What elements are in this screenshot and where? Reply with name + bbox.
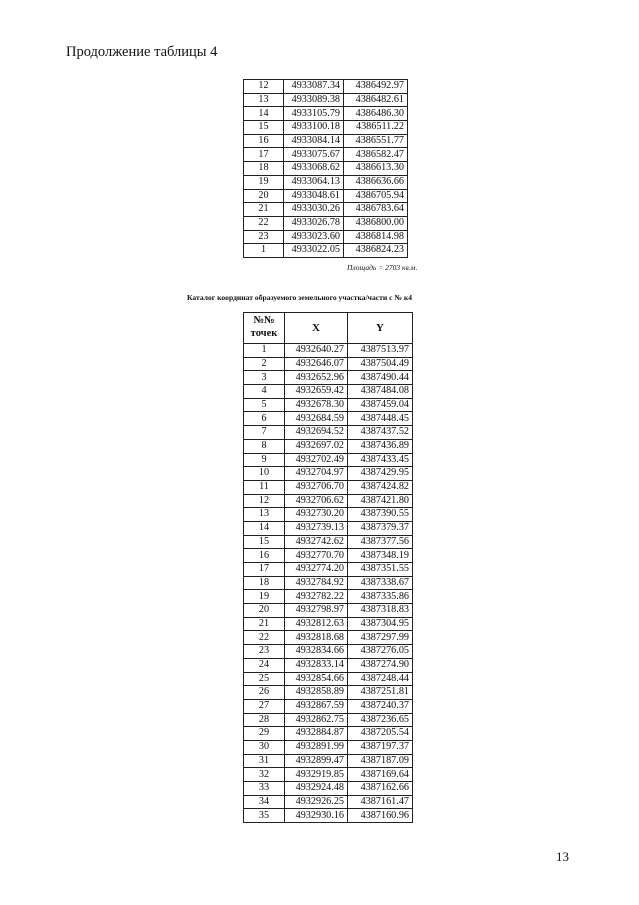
y-coordinate-cell: 4387205.54 [348, 727, 413, 741]
table-row [244, 371, 413, 385]
point-number-cell: 8 [244, 439, 285, 453]
y-coordinate-cell: 4387297.99 [348, 631, 413, 645]
area-note: Площадь = 2703 кв.м. [347, 263, 418, 272]
y-coordinate-cell: 4387351.55 [348, 563, 413, 577]
x-coordinate-cell: 4932697.02 [285, 439, 348, 453]
point-number-cell: 19 [244, 590, 285, 604]
x-coordinate-cell: 4932774.20 [285, 563, 348, 577]
point-number-cell: 30 [244, 740, 285, 754]
x-coordinate-cell: 4933023.60 [284, 230, 344, 244]
x-coordinate-cell: 4933048.61 [284, 189, 344, 203]
point-number-cell: 32 [244, 768, 285, 782]
y-coordinate-cell: 4387251.81 [348, 686, 413, 700]
table-row [244, 713, 413, 727]
point-number-cell: 21 [244, 617, 285, 631]
y-coordinate-cell: 4387197.37 [348, 740, 413, 754]
catalog-table-header [244, 313, 413, 344]
y-coordinate-cell: 4386482.61 [344, 93, 408, 107]
x-coordinate-cell: 4932798.97 [285, 604, 348, 618]
point-number-cell: 16 [244, 134, 284, 148]
x-coordinate-cell: 4933026.78 [284, 216, 344, 230]
x-coordinate-cell: 4933075.67 [284, 148, 344, 162]
y-coordinate-cell: 4387437.52 [348, 426, 413, 440]
table-row [244, 162, 408, 176]
point-number-cell: 16 [244, 549, 285, 563]
point-number-cell: 15 [244, 121, 284, 135]
table-row [244, 426, 413, 440]
point-number-cell: 13 [244, 93, 284, 107]
y-coordinate-cell: 4387236.65 [348, 713, 413, 727]
table-row [244, 768, 413, 782]
table-row [244, 604, 413, 618]
point-number-cell: 23 [244, 230, 284, 244]
table-row [244, 80, 408, 94]
coordinates-table-continued [243, 79, 408, 258]
table-row [244, 672, 413, 686]
point-number-cell: 4 [244, 385, 285, 399]
table-row [244, 590, 413, 604]
y-coordinate-cell: 4386492.97 [344, 80, 408, 94]
table-row [244, 645, 413, 659]
table-row [244, 658, 413, 672]
x-coordinate-cell: 4932858.89 [285, 686, 348, 700]
x-coordinate-cell: 4932867.59 [285, 699, 348, 713]
x-coordinate-cell: 4932818.68 [285, 631, 348, 645]
x-coordinate-cell: 4932784.92 [285, 576, 348, 590]
y-coordinate-cell: 4387304.95 [348, 617, 413, 631]
y-coordinate-cell: 4387513.97 [348, 344, 413, 358]
y-coordinate-cell: 4387421.80 [348, 494, 413, 508]
point-number-cell: 22 [244, 216, 284, 230]
point-number-cell: 19 [244, 175, 284, 189]
point-number-cell: 18 [244, 576, 285, 590]
table-row [244, 344, 413, 358]
y-coordinate-cell: 4386613.30 [344, 162, 408, 176]
table-row [244, 782, 413, 796]
y-coordinate-cell: 4387338.67 [348, 576, 413, 590]
x-coordinate-cell: 4932926.25 [285, 795, 348, 809]
y-coordinate-cell: 4387162.66 [348, 782, 413, 796]
x-coordinate-cell: 4932924.48 [285, 782, 348, 796]
header-point-number: №№ точек [244, 313, 285, 344]
table-row [244, 203, 408, 217]
x-coordinate-cell: 4932930.16 [285, 809, 348, 823]
x-coordinate-cell: 4933105.79 [284, 107, 344, 121]
y-coordinate-cell: 4386705.94 [344, 189, 408, 203]
y-coordinate-cell: 4387274.90 [348, 658, 413, 672]
point-number-cell: 14 [244, 521, 285, 535]
table-row [244, 357, 413, 371]
y-coordinate-cell: 4387248.44 [348, 672, 413, 686]
continuation-title: Продолжение таблицы 4 [66, 44, 218, 60]
table-row [244, 148, 408, 162]
y-coordinate-cell: 4387318.83 [348, 604, 413, 618]
table-row [244, 175, 408, 189]
x-coordinate-cell: 4932834.66 [285, 645, 348, 659]
y-coordinate-cell: 4386636.66 [344, 175, 408, 189]
point-number-cell: 14 [244, 107, 284, 121]
y-coordinate-cell: 4387490.44 [348, 371, 413, 385]
table-row [244, 563, 413, 577]
x-coordinate-cell: 4932884.87 [285, 727, 348, 741]
x-coordinate-cell: 4932782.22 [285, 590, 348, 604]
x-coordinate-cell: 4932678.30 [285, 398, 348, 412]
y-coordinate-cell: 4387429.95 [348, 467, 413, 481]
page-number: 13 [556, 849, 569, 864]
table-row [244, 398, 413, 412]
table-row [244, 521, 413, 535]
point-number-cell: 7 [244, 426, 285, 440]
point-number-cell: 17 [244, 563, 285, 577]
y-coordinate-cell: 4386814.98 [344, 230, 408, 244]
table-row [244, 494, 413, 508]
point-number-cell: 11 [244, 480, 285, 494]
point-number-cell: 20 [244, 604, 285, 618]
y-coordinate-cell: 4387240.37 [348, 699, 413, 713]
x-coordinate-cell: 4932659.42 [285, 385, 348, 399]
table-row [244, 617, 413, 631]
y-coordinate-cell: 4386824.23 [344, 244, 408, 258]
y-coordinate-cell: 4387504.49 [348, 357, 413, 371]
point-number-cell: 24 [244, 658, 285, 672]
table-row [244, 809, 413, 823]
table-row [244, 189, 408, 203]
x-coordinate-cell: 4933100.18 [284, 121, 344, 135]
point-number-cell: 9 [244, 453, 285, 467]
point-number-cell: 27 [244, 699, 285, 713]
x-coordinate-cell: 4932862.75 [285, 713, 348, 727]
table-row [244, 686, 413, 700]
point-number-cell: 13 [244, 508, 285, 522]
point-number-cell: 29 [244, 727, 285, 741]
table-row [244, 576, 413, 590]
x-coordinate-cell: 4932646.07 [285, 357, 348, 371]
y-coordinate-cell: 4387433.45 [348, 453, 413, 467]
table-row [244, 795, 413, 809]
point-number-cell: 22 [244, 631, 285, 645]
catalog-table-body [244, 344, 413, 823]
table-row [244, 453, 413, 467]
x-coordinate-cell: 4932652.96 [285, 371, 348, 385]
y-coordinate-cell: 4386783.64 [344, 203, 408, 217]
point-number-cell: 18 [244, 162, 284, 176]
x-coordinate-cell: 4932891.99 [285, 740, 348, 754]
y-coordinate-cell: 4386582.47 [344, 148, 408, 162]
point-number-cell: 1 [244, 344, 285, 358]
table-row [244, 439, 413, 453]
x-coordinate-cell: 4932706.62 [285, 494, 348, 508]
header-row [244, 313, 413, 344]
point-number-cell: 34 [244, 795, 285, 809]
x-coordinate-cell: 4932684.59 [285, 412, 348, 426]
x-coordinate-cell: 4932739.13 [285, 521, 348, 535]
y-coordinate-cell: 4387424.82 [348, 480, 413, 494]
table-row [244, 244, 408, 258]
x-coordinate-cell: 4933022.05 [284, 244, 344, 258]
y-coordinate-cell: 4387187.09 [348, 754, 413, 768]
y-coordinate-cell: 4386551.77 [344, 134, 408, 148]
coordinates-table-body [244, 80, 408, 258]
table-row [244, 631, 413, 645]
table-row [244, 535, 413, 549]
y-coordinate-cell: 4387379.37 [348, 521, 413, 535]
table-row [244, 385, 413, 399]
point-number-cell: 17 [244, 148, 284, 162]
x-coordinate-cell: 4932742.62 [285, 535, 348, 549]
point-number-cell: 3 [244, 371, 285, 385]
point-number-cell: 25 [244, 672, 285, 686]
y-coordinate-cell: 4387348.19 [348, 549, 413, 563]
y-coordinate-cell: 4387377.56 [348, 535, 413, 549]
table-row [244, 216, 408, 230]
y-coordinate-cell: 4387459.04 [348, 398, 413, 412]
point-number-cell: 33 [244, 782, 285, 796]
point-number-cell: 28 [244, 713, 285, 727]
table-row [244, 230, 408, 244]
table-row [244, 508, 413, 522]
x-coordinate-cell: 4932812.63 [285, 617, 348, 631]
point-number-cell: 2 [244, 357, 285, 371]
table-row [244, 754, 413, 768]
table-row [244, 467, 413, 481]
x-coordinate-cell: 4933068.62 [284, 162, 344, 176]
y-coordinate-cell: 4387390.55 [348, 508, 413, 522]
y-coordinate-cell: 4386511.22 [344, 121, 408, 135]
point-number-cell: 12 [244, 494, 285, 508]
y-coordinate-cell: 4387448.45 [348, 412, 413, 426]
point-number-cell: 23 [244, 645, 285, 659]
x-coordinate-cell: 4932730.20 [285, 508, 348, 522]
x-coordinate-cell: 4932706.70 [285, 480, 348, 494]
x-coordinate-cell: 4932833.14 [285, 658, 348, 672]
y-coordinate-cell: 4386486.30 [344, 107, 408, 121]
table-row [244, 480, 413, 494]
x-coordinate-cell: 4932899.47 [285, 754, 348, 768]
x-coordinate-cell: 4932702.49 [285, 453, 348, 467]
y-coordinate-cell: 4387484.08 [348, 385, 413, 399]
point-number-cell: 20 [244, 189, 284, 203]
x-coordinate-cell: 4933089.38 [284, 93, 344, 107]
table-row [244, 740, 413, 754]
table-row [244, 93, 408, 107]
catalog-title: Каталог координат образуемого земельного участка/части с № к4 [187, 293, 413, 302]
point-number-cell: 21 [244, 203, 284, 217]
table-row [244, 412, 413, 426]
y-coordinate-cell: 4386800.00 [344, 216, 408, 230]
table-row [244, 549, 413, 563]
point-number-cell: 5 [244, 398, 285, 412]
table-row [244, 121, 408, 135]
header-x: X [285, 313, 348, 344]
x-coordinate-cell: 4932694.52 [285, 426, 348, 440]
y-coordinate-cell: 4387169.64 [348, 768, 413, 782]
y-coordinate-cell: 4387276.05 [348, 645, 413, 659]
catalog-coordinates-table [243, 312, 413, 823]
point-number-cell: 1 [244, 244, 284, 258]
y-coordinate-cell: 4387160.96 [348, 809, 413, 823]
point-number-cell: 12 [244, 80, 284, 94]
y-coordinate-cell: 4387335.86 [348, 590, 413, 604]
y-coordinate-cell: 4387161.47 [348, 795, 413, 809]
x-coordinate-cell: 4932854.66 [285, 672, 348, 686]
x-coordinate-cell: 4933030.26 [284, 203, 344, 217]
point-number-cell: 10 [244, 467, 285, 481]
point-number-cell: 35 [244, 809, 285, 823]
table-row [244, 699, 413, 713]
x-coordinate-cell: 4932704.97 [285, 467, 348, 481]
x-coordinate-cell: 4933064.13 [284, 175, 344, 189]
table-row [244, 727, 413, 741]
x-coordinate-cell: 4932919.85 [285, 768, 348, 782]
table-row [244, 107, 408, 121]
x-coordinate-cell: 4932640.27 [285, 344, 348, 358]
x-coordinate-cell: 4933084.14 [284, 134, 344, 148]
table-row [244, 134, 408, 148]
point-number-cell: 26 [244, 686, 285, 700]
point-number-cell: 31 [244, 754, 285, 768]
point-number-cell: 6 [244, 412, 285, 426]
x-coordinate-cell: 4932770.70 [285, 549, 348, 563]
point-number-cell: 15 [244, 535, 285, 549]
x-coordinate-cell: 4933087.34 [284, 80, 344, 94]
y-coordinate-cell: 4387436.89 [348, 439, 413, 453]
header-y: Y [348, 313, 413, 344]
